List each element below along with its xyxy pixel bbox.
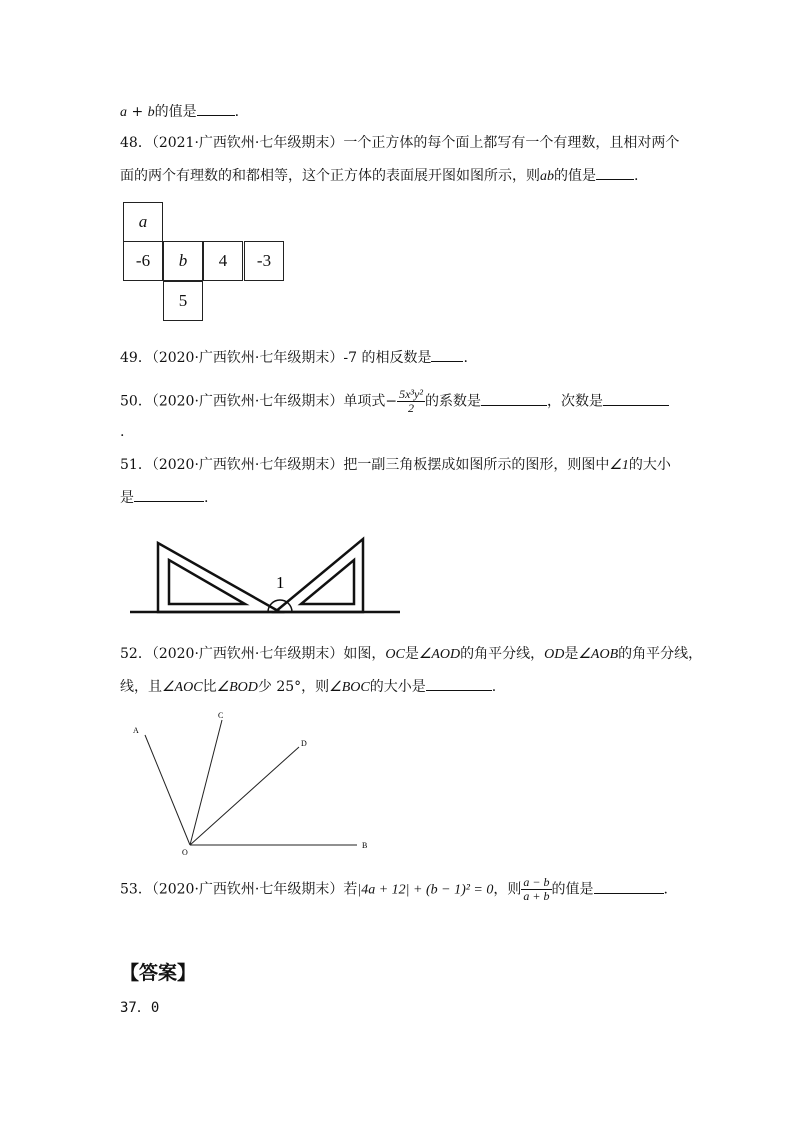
question-text: 的系数是 [424,393,481,410]
net-cell-bottom: 5 [163,281,203,321]
period: . [120,424,125,440]
ray-oc: OC [385,647,405,662]
right-triangle-inner [301,560,354,604]
q51-line1 [120,455,671,476]
q50-line [120,388,669,415]
q48-line2 [120,165,638,187]
question-text: 的值是 [551,881,594,898]
q52-line2 [120,676,496,698]
angle-1: ∠1 [609,458,629,473]
angle-boc: ∠BOC [329,680,370,695]
ray-oc-line [190,720,222,845]
absolute-value-expr: |4a + 12| [357,882,410,898]
ray-oa [145,735,190,845]
answer-blank [197,101,235,116]
answer-blank [431,347,463,362]
q52-line1 [120,644,702,665]
ratio-fraction [521,876,551,903]
answer-blank [481,391,547,406]
label-d: D [301,739,307,748]
question-text: 比 [202,679,217,695]
plus-sign: + [127,104,148,120]
var-b: b [147,105,155,120]
q53-line [120,876,668,903]
question-source: （2021·广西钦州·七年级期末） [151,135,344,151]
question-text: 的角平分线， [618,646,703,662]
minus-sign: − [385,393,398,410]
monomial-fraction [397,388,425,415]
var-ab: ab [540,169,554,184]
q47-tail [120,101,239,123]
right-triangle [275,539,363,612]
question-text: 面的两个有理数的和都相等，这个正方体的表面展开图如图所示，则 [120,168,540,184]
question-text: 的值是 [554,168,596,184]
period: . [634,168,639,184]
angle-rays-figure [125,705,385,865]
q49-line [120,347,468,368]
net-cell: b [163,241,203,281]
answer-blank [603,391,669,406]
answer-37: 37．0 [120,1000,160,1016]
question-number: 51． [120,457,152,473]
var-a: a [120,105,127,120]
answer-blank [596,165,634,180]
ray-od: OD [544,647,565,662]
question-text: 如图， [343,646,386,662]
set-squares-figure [125,520,405,620]
period: . [491,679,497,695]
angle-aoc: ∠AOC [162,680,203,695]
q48-line1 [120,133,679,153]
fraction-denominator: a + b [523,889,550,903]
question-number: 48． [120,135,152,151]
label-b: B [362,841,368,850]
question-number: 49． [120,350,152,366]
question-text: 若 [343,881,358,898]
question-number: 53． [120,881,152,898]
question-number: 50． [120,393,152,410]
net-cell: -6 [123,241,163,281]
fraction-numerator: 5x³y² [399,387,423,401]
question-text: 一个正方体的每个面上都写有一个有理数，且相对两个 [343,135,680,151]
net-cell: 4 [203,241,243,281]
question-text: -7 的相反数是 [343,350,432,366]
net-cell: -3 [244,241,284,281]
answer-blank [594,879,664,894]
question-text: 是 [120,490,134,506]
answer-heading: 【答案】 [120,962,197,984]
period: . [234,104,240,120]
question-text: 把一副三角板摆成如图所示的图形，则图中 [343,457,610,473]
angle-label: 1 [276,573,285,592]
angle-bod: ∠BOD [216,680,258,695]
question-text: 线，且 [120,679,162,695]
ray-od-line [190,747,299,845]
period: . [204,490,209,506]
question-source: （2020·广西钦州·七年级期末） [151,646,344,662]
left-triangle [158,543,280,612]
angle-aob: ∠AOB [578,647,619,662]
question-source: （2020·广西钦州·七年级期末） [151,457,344,473]
fraction-numerator: a − b [523,875,550,889]
label-a: A [133,726,139,735]
question-text: 是 [404,646,419,662]
period: . [463,350,468,366]
net-cell-top: a [123,202,163,242]
question-source: （2020·广西钦州·七年级期末） [151,350,344,366]
q51-line2 [120,487,208,508]
question-text: 少 25°，则 [257,679,330,695]
angle-aod: ∠AOD [418,647,461,662]
q47-text: 的值是 [154,104,197,120]
q50-end [120,422,124,442]
question-text: ，次数是 [546,393,603,410]
question-text: 的大小是 [369,679,426,695]
label-o: O [182,848,188,857]
question-text: 的大小 [628,457,671,473]
fraction-denominator: 2 [408,401,415,415]
question-source: （2020·广西钦州·七年级期末） [151,393,344,410]
square-expr: + (b − 1)² = 0 [409,882,494,898]
left-triangle-inner [169,560,245,604]
question-text: 的角平分线， [460,646,545,662]
question-text: ，则 [493,881,522,898]
question-number: 52． [120,646,152,662]
period: . [663,881,668,898]
answer-blank [426,676,492,691]
answer-blank [134,487,204,502]
question-text: 单项式 [343,393,386,410]
question-text: 是 [564,646,579,662]
label-c: C [218,711,224,720]
question-source: （2020·广西钦州·七年级期末） [151,881,344,898]
